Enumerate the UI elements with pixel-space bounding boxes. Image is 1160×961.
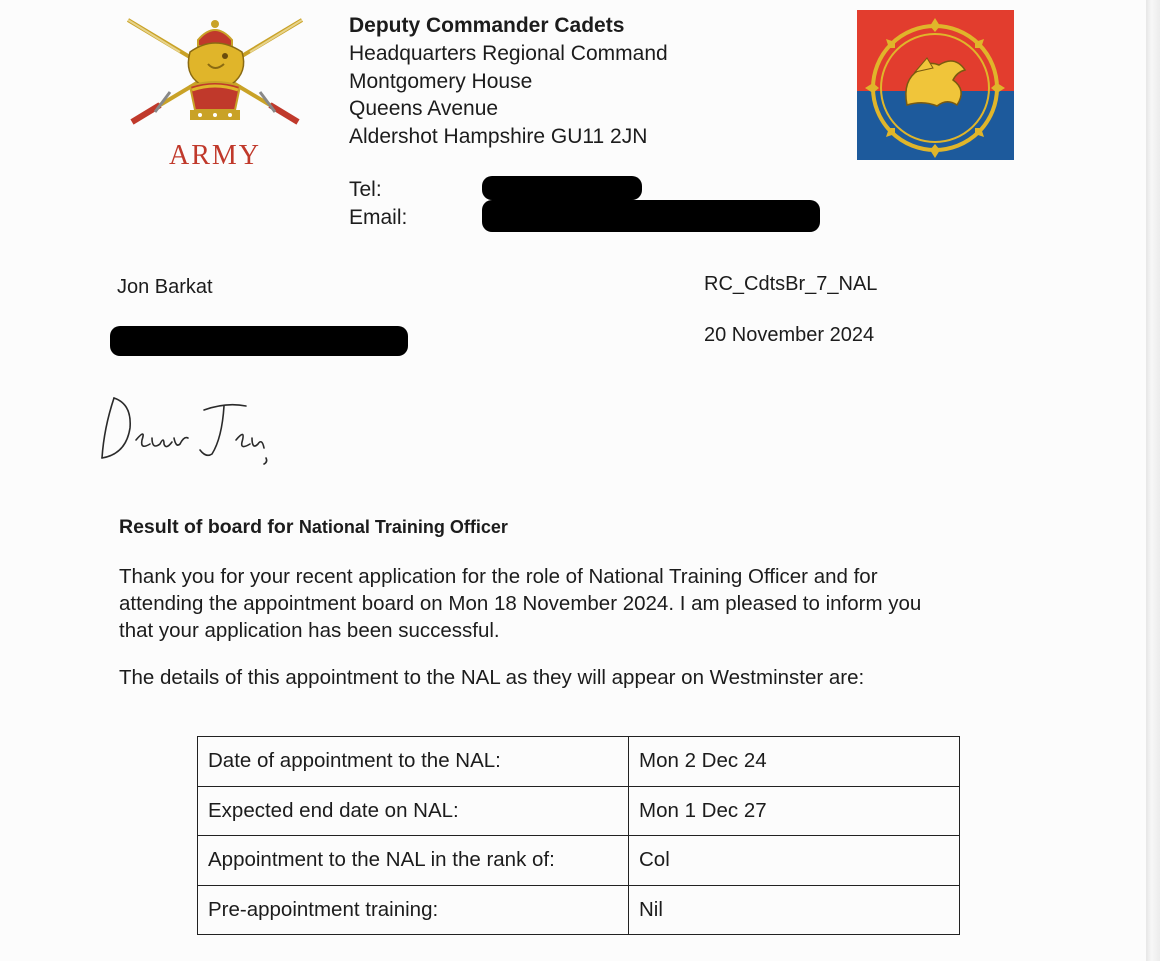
body-line: Thank you for your recent application for the role of National Training Officer and for <box>119 565 878 588</box>
table-row <box>198 836 960 886</box>
army-crest-logo <box>120 12 310 172</box>
army-wordmark: ARMY <box>168 140 261 171</box>
table-cell-value: Nil <box>629 885 960 935</box>
table-row <box>198 786 960 836</box>
subject-prefix: Result of board for <box>119 516 294 538</box>
table-cell-value: Mon 1 Dec 27 <box>629 786 960 836</box>
reference-number: RC_CdtsBr_7_NAL <box>704 273 878 295</box>
tel-label: Tel: <box>349 178 382 201</box>
address-line: Montgomery House <box>349 69 533 93</box>
table-row <box>198 737 960 787</box>
subject-role: National Training Officer <box>298 517 508 537</box>
body-line: that your application has been successful. <box>119 619 500 642</box>
body-line: attending the appointment board on Mon 18 November 2024. I am pleased to inform you <box>119 592 922 615</box>
table-cell-label: Date of appointment to the NAL: <box>198 737 629 787</box>
crossed-swords-crown-lion-icon <box>120 12 310 142</box>
sender-organisation: Deputy Commander Cadets <box>349 14 625 37</box>
table-cell-label: Expected end date on NAL: <box>198 786 629 836</box>
redaction-recipient-email <box>110 326 408 356</box>
redaction-tel <box>482 176 642 200</box>
dragon-emblem-icon <box>857 10 1014 160</box>
handwriting-signature-icon <box>96 388 286 468</box>
table-cell-value: Mon 2 Dec 24 <box>629 737 960 787</box>
handwritten-salutation <box>96 388 286 473</box>
sender-address <box>349 12 668 151</box>
recipient-name: Jon Barkat <box>117 276 213 298</box>
sender-contact <box>349 176 479 232</box>
body-paragraph: The details of this appointment to the NAL as they will appear on Westminster are: <box>119 666 865 689</box>
letter-subject <box>119 516 508 539</box>
address-line: Aldershot Hampshire GU11 2JN <box>349 125 648 149</box>
page-edge <box>1146 0 1160 961</box>
body-paragraph <box>119 563 1019 644</box>
email-label: Email: <box>349 206 408 229</box>
letter-date: 20 November 2024 <box>704 324 875 346</box>
table-cell-label: Appointment to the NAL in the rank of: <box>198 836 629 886</box>
appointment-details-table <box>197 736 960 935</box>
table-cell-value: Col <box>629 836 960 886</box>
table-row <box>198 885 960 935</box>
address-line: Headquarters Regional Command <box>349 41 668 65</box>
regional-command-flag <box>857 10 1014 160</box>
address-line: Queens Avenue <box>349 97 499 121</box>
redaction-email <box>482 200 820 232</box>
table-cell-label: Pre-appointment training: <box>198 885 629 935</box>
